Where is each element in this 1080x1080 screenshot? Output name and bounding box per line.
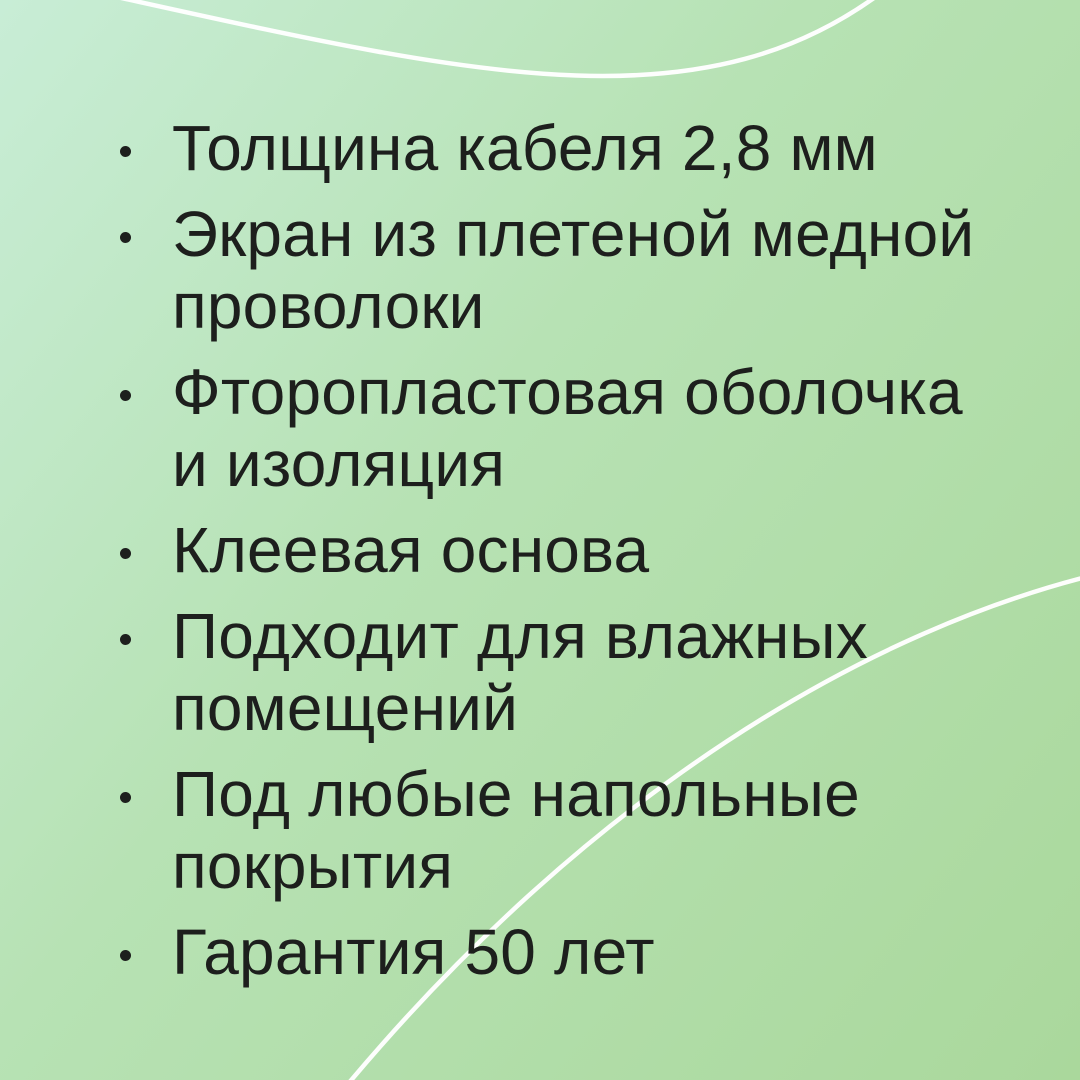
feature-text — [172, 758, 860, 902]
list-item — [0, 112, 1080, 184]
top-wave-line — [85, 0, 890, 76]
feature-line: покрытия — [172, 830, 454, 902]
bullet-icon — [120, 548, 131, 559]
feature-text — [172, 916, 655, 988]
bullet-icon — [120, 792, 131, 803]
feature-line: Фторопластовая оболочка — [172, 356, 963, 428]
list-item — [0, 514, 1080, 586]
feature-list — [0, 112, 1080, 1002]
feature-line: Клеевая основа — [172, 514, 650, 586]
feature-line: помещений — [172, 672, 519, 744]
feature-text — [172, 514, 649, 586]
list-item — [0, 356, 1080, 500]
list-item — [0, 758, 1080, 902]
feature-line: Экран из плетеной медной — [172, 198, 975, 270]
list-item — [0, 198, 1080, 342]
list-item — [0, 916, 1080, 988]
bullet-icon — [120, 232, 131, 243]
feature-text — [172, 356, 963, 500]
feature-text — [172, 112, 878, 184]
feature-line: Гарантия 50 лет — [172, 916, 655, 988]
feature-line: проволоки — [172, 270, 485, 342]
bullet-icon — [120, 950, 131, 961]
feature-line: Под любые напольные — [172, 758, 860, 830]
list-item — [0, 600, 1080, 744]
feature-text — [172, 198, 974, 342]
bullet-icon — [120, 146, 131, 157]
bullet-icon — [120, 390, 131, 401]
feature-line: Толщина кабеля 2,8 мм — [172, 112, 878, 184]
feature-text — [172, 600, 868, 744]
bullet-icon — [120, 634, 131, 645]
feature-line: Подходит для влажных — [172, 600, 868, 672]
feature-line: и изоляция — [172, 428, 506, 500]
